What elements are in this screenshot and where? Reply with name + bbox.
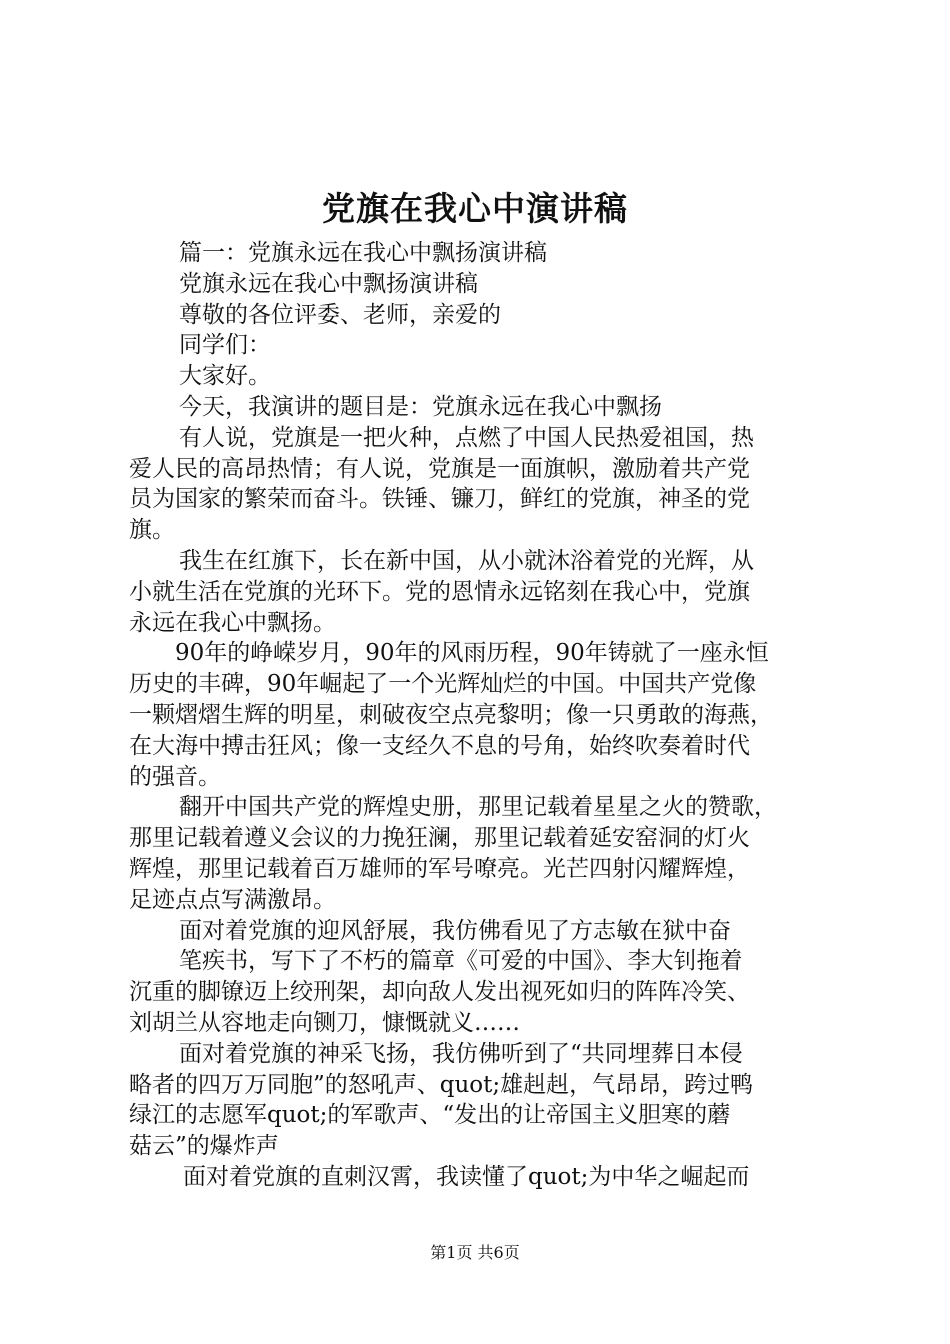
text-line: 党旗永远在我心中飘扬演讲稿 (179, 270, 478, 297)
paragraph (129, 546, 841, 638)
document-body (129, 238, 841, 1193)
text-line: 旗。 (129, 517, 175, 544)
text-line: 绿江的志愿军quot;的军歌声、“发出的让帝国主义胆寒的蘑 (129, 1102, 731, 1129)
text-line: 爱人民的高昂热情；有人说，党旗是一面旗帜，激励着共产党 (129, 455, 750, 482)
text-line: 面对着党旗的直刺汉霄，我读懂了quot;为中华之崛起而 (183, 1163, 750, 1190)
text-line: 我生在红旗下，长在新中国，从小就沐浴着党的光辉，从 (179, 547, 754, 574)
text-line: 翻开中国共产党的辉煌史册，那里记载着星星之火的赞歌， (179, 794, 777, 821)
text-line: 今天，我演讲的题目是：党旗永远在我心中飘扬 (179, 393, 662, 420)
text-line: 面对着党旗的迎风舒展，我仿佛看见了方志敏在狱中奋 (179, 917, 731, 944)
text-line: 同学们： (179, 332, 271, 359)
text-line: 大家好。 (179, 363, 271, 390)
text-line: 沉重的脚镣迈上绞刑架，却向敌人发出视死如归的阵阵冷笑、 (129, 979, 750, 1006)
text-line: 辉煌，那里记载着百万雄师的军号嘹亮。光芒四射闪耀辉煌， (129, 855, 750, 882)
text-line: 在大海中搏击狂风；像一支经久不息的号角，始终吹奏着时代 (129, 732, 750, 759)
text-line: 那里记载着遵义会议的力挽狂澜，那里记载着延安窑洞的灯火 (129, 825, 750, 852)
paragraph (129, 269, 841, 300)
text-line: 尊敬的各位评委、老师，亲爱的 (179, 301, 501, 328)
text-line: 小就生活在党旗的光环下。党的恩情永远铭刻在我心中，党旗 (129, 578, 750, 605)
paragraph (129, 916, 841, 947)
text-line: 有人说，党旗是一把火种，点燃了中国人民热爱祖国，热 (179, 424, 754, 451)
text-line: 一颗熠熠生辉的明星，刺破夜空点亮黎明；像一只勇敢的海燕， (129, 701, 773, 728)
text-line: 员为国家的繁荣而奋斗。铁锤、镰刀，鲜红的党旗，神圣的党 (129, 486, 750, 513)
text-line: 刘胡兰从容地走向铡刀，慷慨就义…… (129, 1009, 520, 1036)
paragraph (129, 300, 841, 331)
text-line: 略者的四万万同胞”的怒吼声、quot;雄赳赳，气昂昂，跨过鸭 (129, 1071, 754, 1098)
paragraph (129, 330, 841, 361)
text-line: 90年的峥嵘岁月，90年的风雨历程，90年铸就了一座永恒 (175, 640, 769, 667)
text-line: 笔疾书，写下了不朽的篇章《可爱的中国》、李大钊拖着 (179, 948, 743, 975)
text-line: 菇云”的爆炸声 (129, 1133, 279, 1160)
text-line: 篇一：党旗永远在我心中飘扬演讲稿 (179, 240, 547, 266)
paragraph (129, 423, 841, 546)
text-line: 足迹点点写满激昂。 (129, 886, 336, 913)
paragraph (129, 946, 841, 1038)
document-title: 党旗在我心中演讲稿 (322, 189, 628, 228)
paragraph (129, 792, 841, 915)
text-line: 永远在我心中飘扬。 (129, 609, 336, 636)
paragraph (129, 1162, 841, 1193)
paragraph (129, 1039, 841, 1162)
paragraph (129, 638, 841, 792)
text-line: 的强音。 (129, 763, 221, 790)
page-footer: 第1页 共6页 (430, 1243, 520, 1262)
paragraph (129, 392, 841, 423)
text-line: 面对着党旗的神采飞扬，我仿佛听到了“共同埋葬日本侵 (179, 1040, 743, 1067)
text-line: 历史的丰碑，90年崛起了一个光辉灿烂的中国。中国共产党像 (129, 671, 757, 698)
paragraph (129, 361, 841, 392)
paragraph (129, 238, 841, 269)
